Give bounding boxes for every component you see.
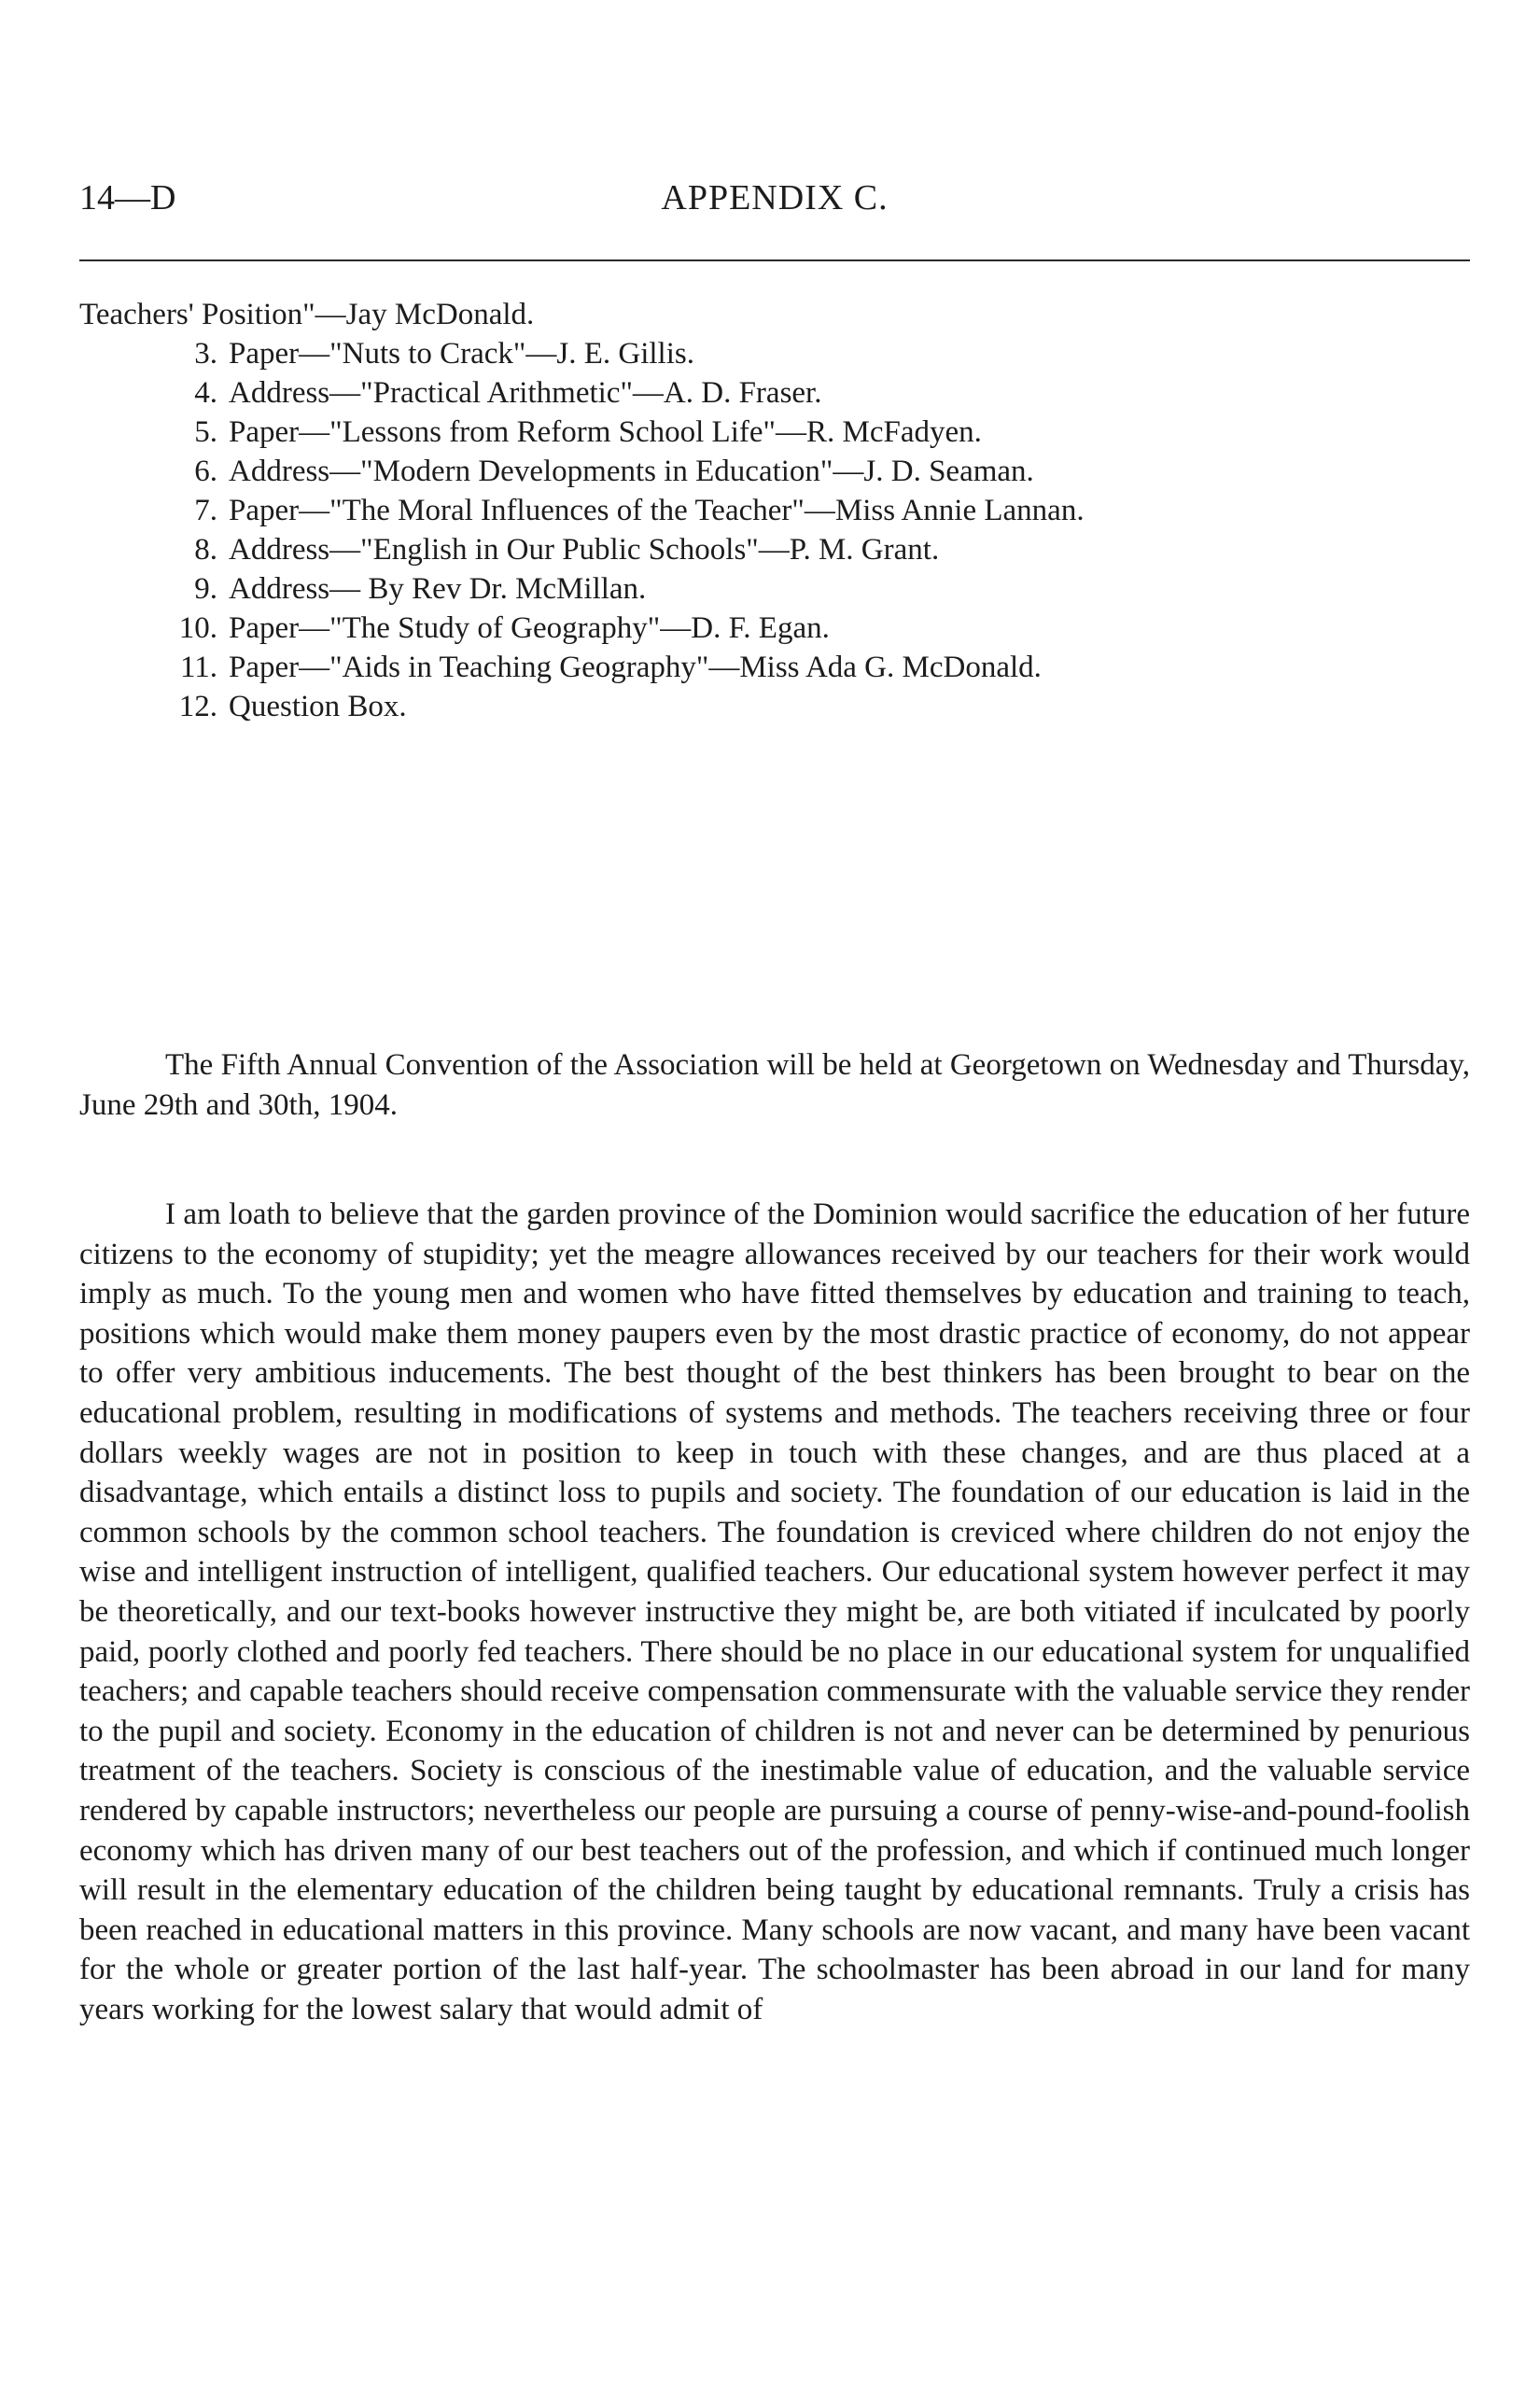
list-item	[79, 609, 1470, 648]
convention-paragraph: The Fifth Annual Convention of the Association will be held at Georgetown on Wednesday and Thursday, June 29th and 30th, 1904.	[79, 1048, 1470, 1122]
list-item	[79, 569, 1470, 609]
item-number: 11.	[179, 651, 217, 684]
item-text: Paper—"Lessons from Reform School Life"—R. McFadyen.	[229, 415, 982, 449]
item-text: Address—"Modern Developments in Education"—J. D. Seaman.	[229, 455, 1034, 488]
item-number: 12.	[178, 690, 217, 723]
list-item	[79, 687, 1470, 726]
item-text: Paper—"Aids in Teaching Geography"—Miss Ada G. McDonald.	[229, 651, 1042, 684]
item-text: Address—"English in Our Public Schools"—P. M. Grant.	[229, 533, 940, 567]
body-paragraph: I am loath to believe that the garden province of the Dominion would sacrifice the education of her future citizens to the economy of stupidity; yet the meagre allowances received by our teachers for their work would imply as much. To the young men and women who have fitted themselves by education and training to teach, positions which would make them money paupers even by the most drastic practice of economy, do not appear to offer very ambitious inducements. The best thought of the best thinkers has been brought to bear on the educational problem, resulting in modifications of systems and methods. The teachers receiving three or four dollars weekly wages are not in position to keep in touch with these changes, and are thus placed at a disadvantage, which entails a distinct loss to pupils and society. The foundation of our education is laid in the common schools by the common school teachers. The foundation is creviced where children do not enjoy the wise and intelligent instruction of intelligent, qualified teachers. Our educational system however perfect it may be theoretically, and our text-books however instructive they might be, are both vitiated if inculcated by poorly paid, poorly clothed and poorly fed teachers. There should be no place in our educational system for unqualified teachers; and capable teachers should receive compensation commensurate with the valuable service they render to the pupil and society. Economy in the education of children is not and never can be determined by penurious treatment of the teachers. Society is conscious of the inestimable value of education, and the valuable service rendered by capable instructors; nevertheless our people are pursuing a course of penny-wise-and-pound-foolish economy which has driven many of our best teachers out of the profession, and which if continued much longer will result in the elementary education of the children being taught by educational remnants. Truly a crisis has been reached in educational matters in this province. Many schools are now vacant, and many have been vacant for the whole or greater portion of the last half-year. The schoolmaster has been abroad in our land for many years working for the lowest salary that would admit of	[79, 1198, 1470, 2026]
item-number: 6.	[194, 455, 217, 488]
list-item	[79, 452, 1470, 491]
item-number: 5.	[194, 415, 217, 449]
item-text: Question Box.	[229, 690, 407, 723]
item-number: 7.	[194, 494, 217, 527]
item-text: Address— By Rev Dr. McMillan.	[229, 572, 647, 606]
page-number: 14—D	[79, 178, 176, 217]
program-list	[79, 295, 1470, 726]
item-number: 8.	[194, 533, 217, 567]
item-text: Paper—"The Moral Influences of the Teacher"—Miss Annie Lannan.	[229, 494, 1085, 527]
header-rule	[79, 259, 1470, 261]
program-continuation: Teachers' Position"—Jay McDonald.	[79, 298, 535, 331]
item-text: Paper—"Nuts to Crack"—J. E. Gillis.	[229, 337, 694, 371]
item-number: 3.	[194, 337, 217, 371]
list-item	[79, 373, 1470, 413]
item-number: 10.	[178, 611, 217, 645]
list-item	[79, 413, 1470, 452]
running-title: APPENDIX C.	[661, 178, 889, 217]
item-number: 4.	[194, 376, 217, 410]
list-item	[79, 530, 1470, 569]
page-header	[79, 177, 1470, 230]
document-page	[79, 177, 1470, 2026]
list-item	[79, 334, 1470, 373]
list-item	[79, 491, 1470, 530]
item-text: Address—"Practical Arithmetic"—A. D. Fraser.	[229, 376, 822, 410]
list-item	[79, 648, 1470, 687]
item-text: Paper—"The Study of Geography"—D. F. Egan.	[229, 611, 830, 645]
item-number: 9.	[194, 572, 217, 606]
